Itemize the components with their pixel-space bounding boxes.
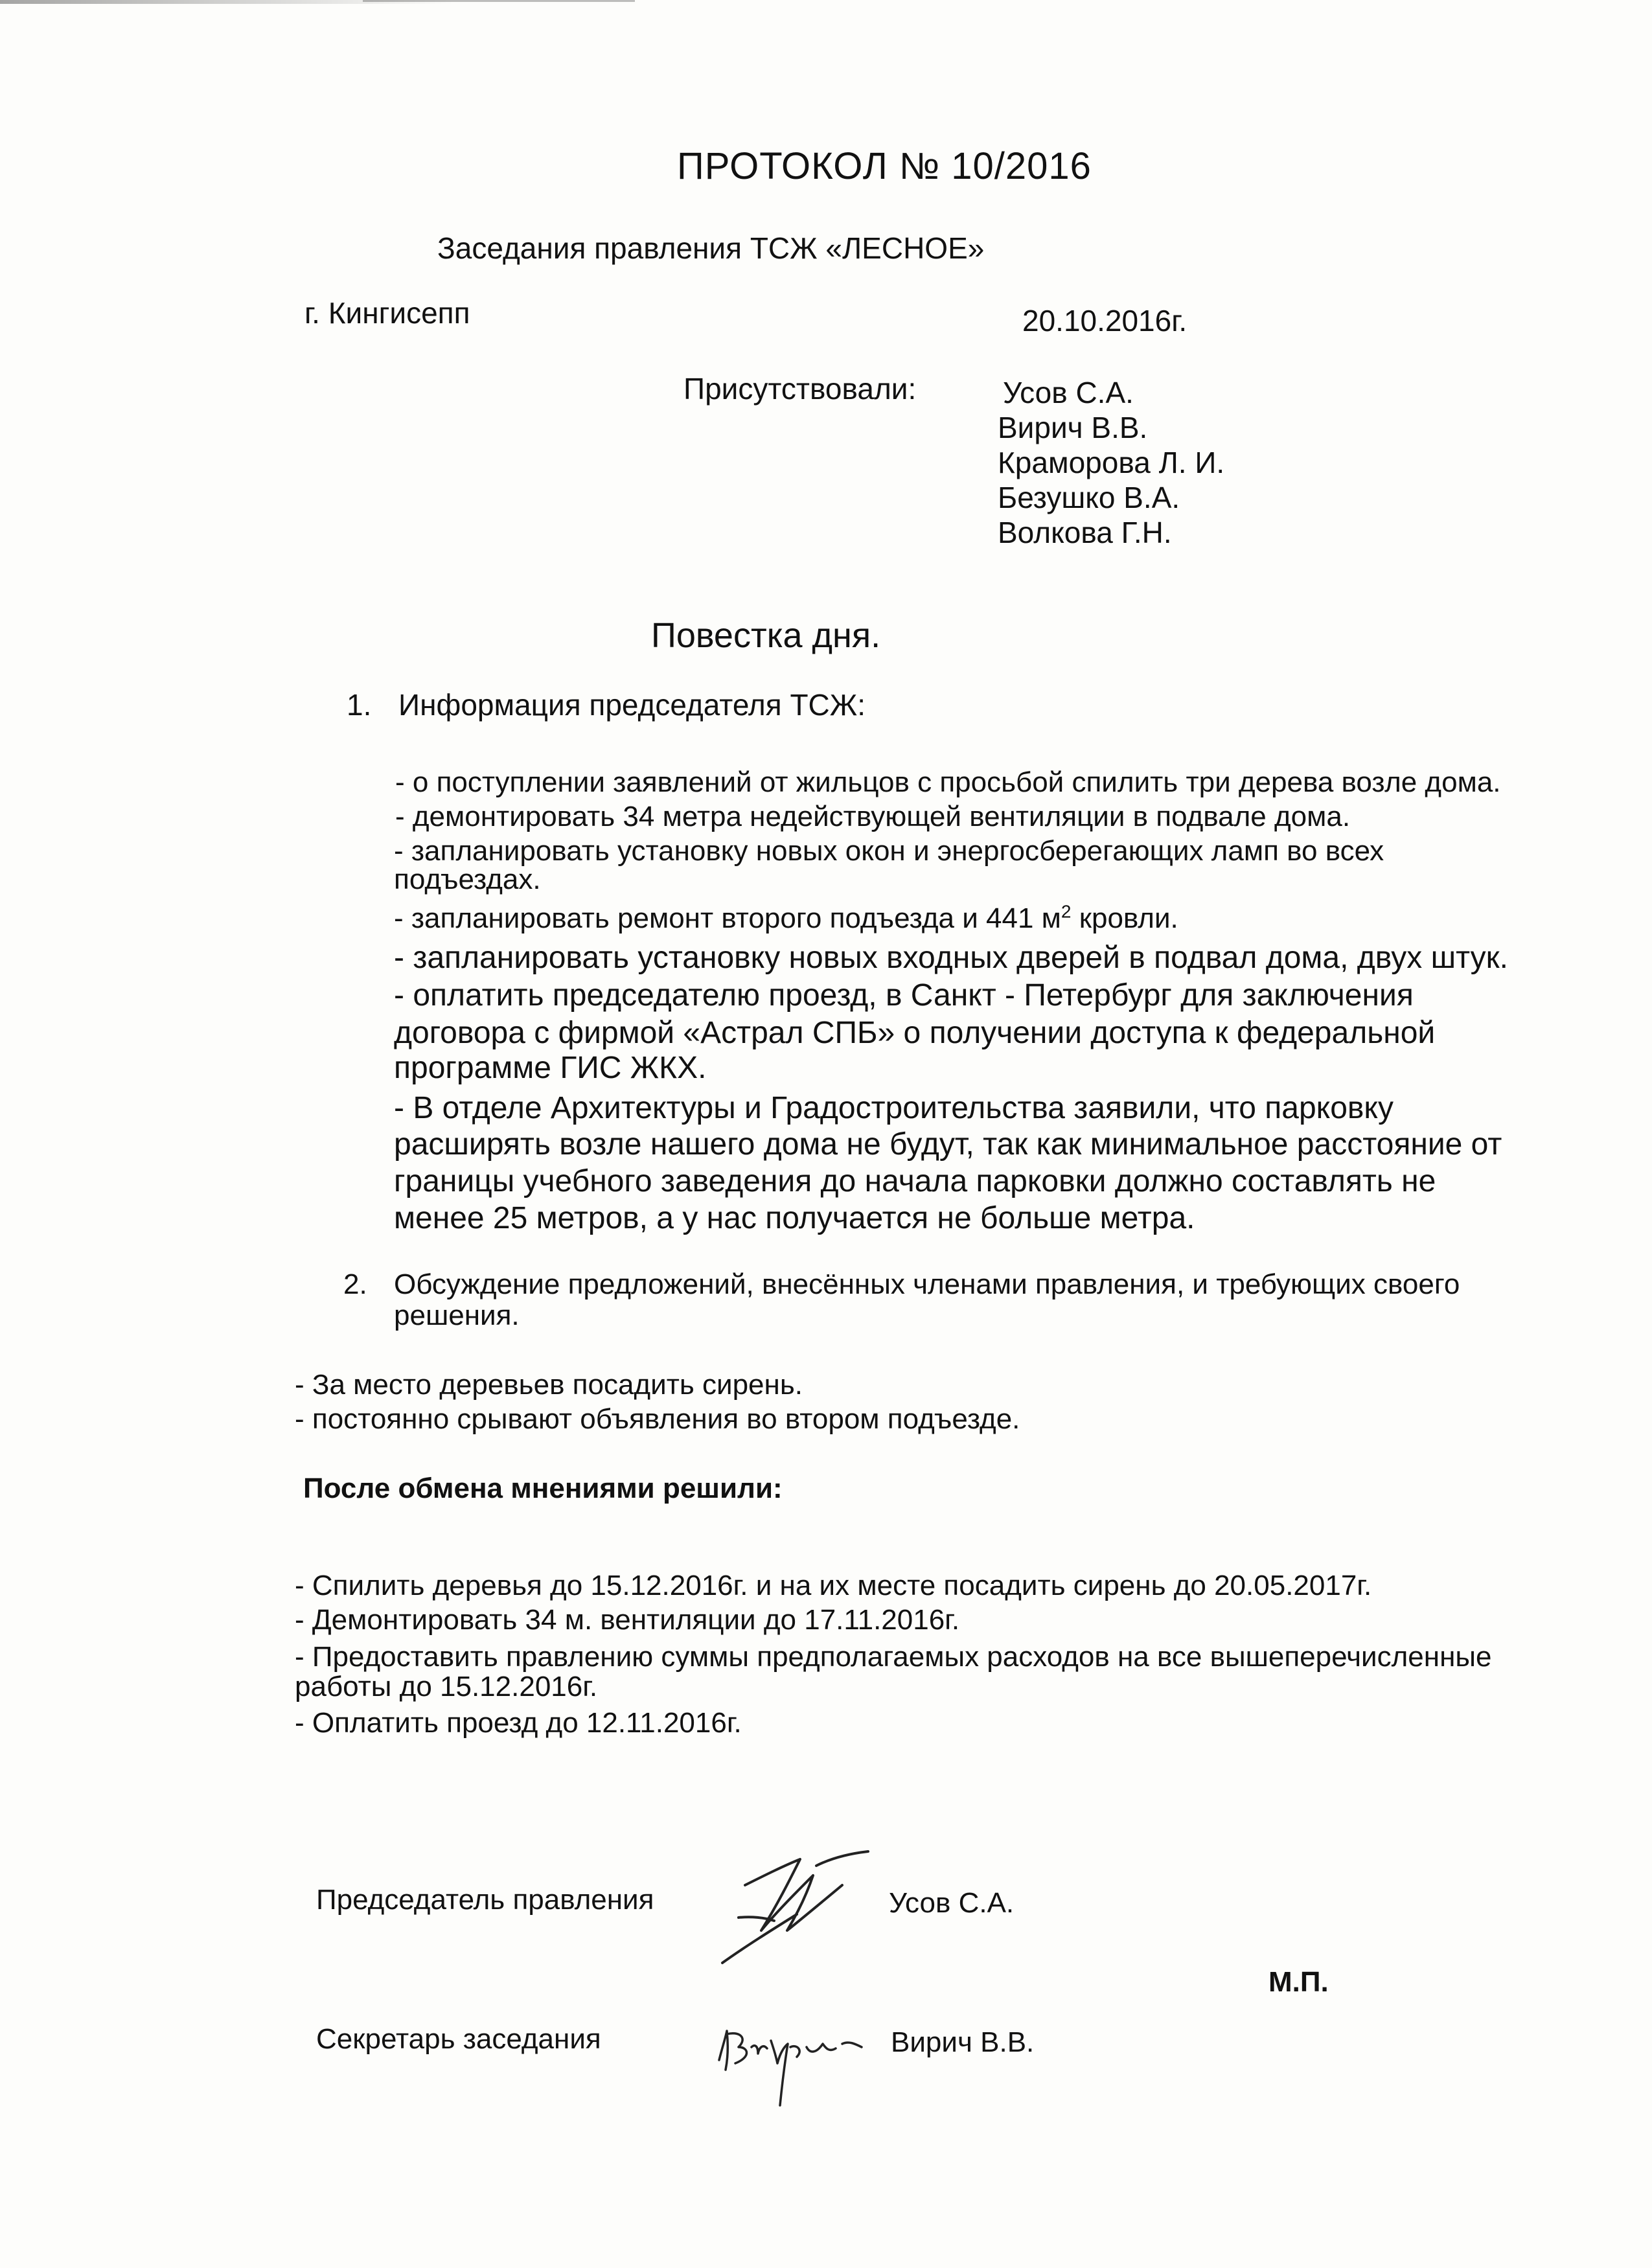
proposal-line: - постоянно срывают объявления во втором подъезде.: [295, 1403, 1020, 1435]
chair-name: Усов С.А.: [889, 1887, 1015, 1919]
agenda-line: границы учебного заведения до начала парковки должно составлять не: [394, 1164, 1436, 1198]
decision-line: - Предоставить правлению суммы предполагаемых расходов на все вышеперечисленные: [295, 1641, 1492, 1673]
agenda-item-number: 1.: [347, 688, 372, 722]
attendee-name: Безушко В.А.: [998, 481, 1180, 514]
agenda-line: договора с фирмой «Астрал СПБ» о получении доступа к федеральной: [394, 1016, 1436, 1050]
attendee-name: Волкова Г.Н.: [998, 516, 1172, 549]
document-subtitle: Заседания правления ТСЖ «ЛЕСНОЕ»: [437, 231, 985, 265]
agenda-line: - запланировать установку новых входных дверей в подвал дома, двух штук.: [394, 941, 1508, 975]
attendee-name: Вирич В.В.: [998, 411, 1148, 444]
decision-line: - Демонтировать 34 м. вентиляции до 17.11.2016г.: [295, 1604, 960, 1636]
stamp-mark: М.П.: [1268, 1966, 1329, 1998]
agenda-line: расширять возле нашего дома не будут, так как минимальное расстояние от: [394, 1127, 1502, 1162]
agenda-line: кровли.: [1079, 902, 1178, 934]
secretary-label: Секретарь заседания: [316, 2023, 601, 2055]
proposal-line: - За место деревьев посадить сирень.: [295, 1369, 803, 1401]
agenda-item-text: Обсуждение предложений, внесённых членами правления, и требующих своего: [394, 1268, 1460, 1300]
scan-edge-artifact: [363, 0, 635, 2]
agenda-item-text: Информация председателя ТСЖ:: [398, 688, 866, 722]
agenda-line-area: [394, 900, 1178, 937]
superscript-square: 2: [1061, 901, 1072, 922]
agenda-line: менее 25 метров, а у нас получается не больше метра.: [394, 1201, 1195, 1235]
agenda-line: - запланировать ремонт второго подъезда и 441 м: [394, 902, 1061, 934]
agenda-line: - демонтировать 34 метра недействующей вентиляции в подвале дома.: [395, 801, 1351, 832]
agenda-line: - В отделе Архитектуры и Градостроительства заявили, что парковку: [394, 1091, 1394, 1125]
attendee-name: Краморова Л. И.: [998, 446, 1225, 479]
decision-line: работы до 15.12.2016г.: [295, 1671, 598, 1702]
agenda-line: - оплатить председателю проезд, в Санкт - Петербург для заключения: [394, 978, 1414, 1013]
decision-heading: После обмена мнениями решили:: [303, 1472, 783, 1504]
agenda-item-number: 2.: [343, 1268, 367, 1300]
city: г. Кингисепп: [304, 296, 470, 330]
agenda-item-text: решения.: [394, 1300, 520, 1331]
agenda-line: - запланировать установку новых окон и энергосберегающих ламп во всех: [394, 835, 1384, 867]
secretary-signature-icon: [713, 2008, 868, 2125]
agenda-line: - о поступлении заявлений от жильцов с просьбой спилить три дерева возле дома.: [395, 766, 1501, 798]
meeting-date: 20.10.2016г.: [1022, 304, 1187, 338]
secretary-name: Вирич В.В.: [891, 2026, 1035, 2058]
chair-signature-icon: [700, 1840, 894, 1976]
agenda-line: программе ГИС ЖКХ.: [394, 1051, 707, 1085]
attendance-label: Присутствовали:: [683, 372, 917, 406]
chair-label: Председатель правления: [316, 1884, 654, 1916]
decision-line: - Оплатить проезд до 12.11.2016г.: [295, 1707, 742, 1739]
decision-line: - Спилить деревья до 15.12.2016г. и на их месте посадить сирень до 20.05.2017г.: [295, 1570, 1372, 1601]
agenda-line: подъездах.: [394, 864, 541, 895]
agenda-title: Повестка дня.: [651, 616, 881, 655]
document-title: ПРОТОКОЛ № 10/2016: [677, 145, 1092, 187]
attendee-name: Усов С.А.: [1003, 376, 1134, 409]
